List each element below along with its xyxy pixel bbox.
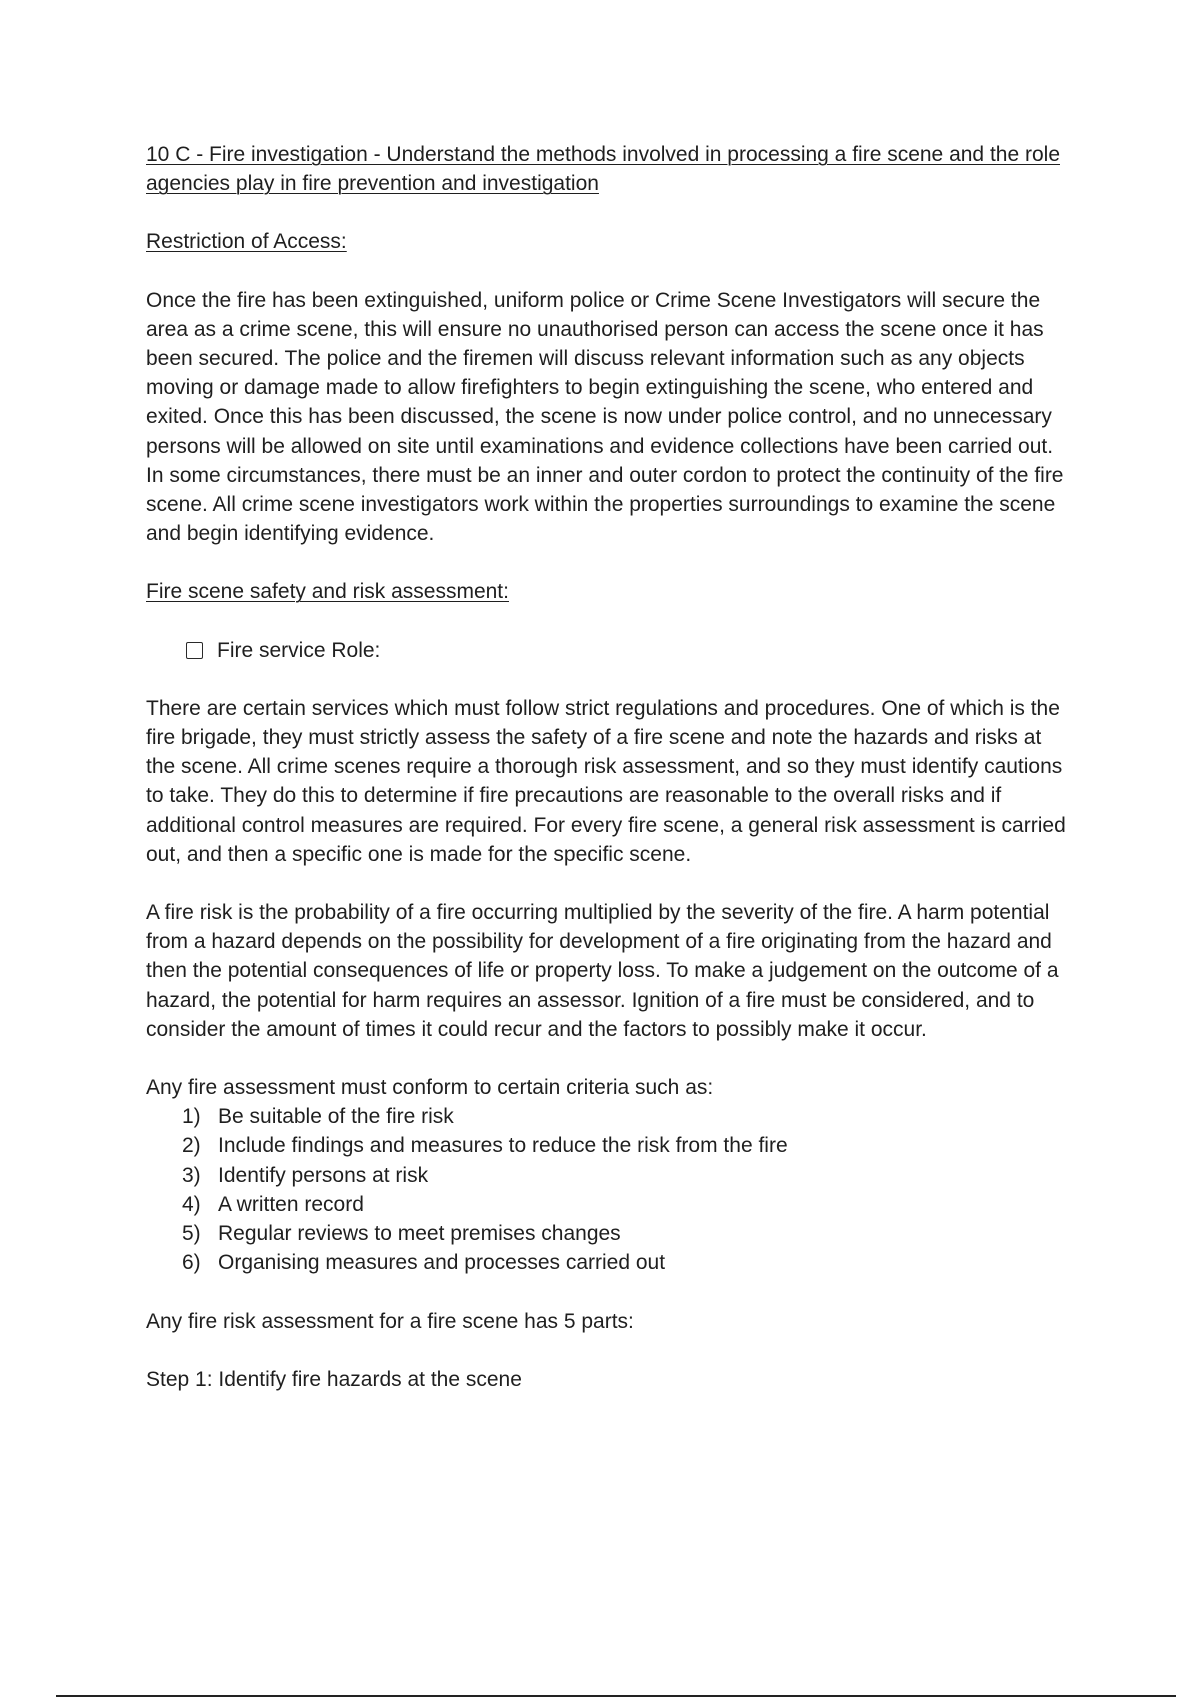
list-item-number: 1) (182, 1105, 201, 1129)
fire-risk-paragraph: A fire risk is the probability of a fire occurring multiplied by the severity of the fire. A harm potential from a hazard depends on the possibility for development of a fire originating from the hazard and then the potential consequences of life or property loss. To make a judgement on the outcome of a hazard, the potential for harm requires an assessor. Ignition of a fire must be considered, and to consider the amount of times it could recur and the factors to possibly make it occur. (146, 901, 1059, 1041)
safety-heading: Fire scene safety and risk assessment: (146, 580, 509, 604)
fire-service-role-checklist-item[interactable] (146, 636, 1076, 665)
list-item-number: 3) (182, 1163, 201, 1187)
list-item-text: Organising measures and processes carried out (218, 1251, 666, 1275)
list-item-text: Identify persons at risk (218, 1163, 429, 1187)
list-item-text: A written record (218, 1192, 364, 1216)
document-page (146, 140, 1076, 1394)
list-item (146, 1248, 1076, 1277)
list-item (146, 1219, 1076, 1248)
criteria-list (146, 1102, 1076, 1277)
list-item-number: 2) (182, 1134, 201, 1158)
fire-service-paragraph: There are certain services which must follow strict regulations and procedures. One of which is the fire brigade, they must strictly assess the safety of a fire scene and note the hazards and risks at the scene. All crime scenes require a thorough risk assessment, and so they must identify cautions to take. They do this to determine if fire precautions are reasonable to the overall risks and if additional control measures are required. For every fire scene, a general risk assessment is carried out, and then a specific one is made for the specific scene. (146, 696, 1066, 866)
list-item (146, 1102, 1076, 1131)
list-item-text: Regular reviews to meet premises changes (218, 1222, 621, 1246)
checkbox-icon[interactable] (186, 642, 203, 659)
list-item-number: 5) (182, 1222, 201, 1246)
list-item-text: Include findings and measures to reduce the risk from the fire (218, 1134, 788, 1158)
criteria-intro: Any fire assessment must conform to certain criteria such as: (146, 1076, 714, 1100)
restriction-heading: Restriction of Access: (146, 230, 347, 254)
list-item-text: Be suitable of the fire risk (218, 1105, 454, 1129)
list-item (146, 1131, 1076, 1160)
list-item (146, 1161, 1076, 1190)
parts-intro: Any fire risk assessment for a fire scene has 5 parts: (146, 1309, 634, 1333)
list-item-number: 6) (182, 1251, 201, 1275)
document-title: 10 C - Fire investigation - Understand the methods involved in processing a fire scene and the role agencies play in fire prevention and investigation (146, 143, 1060, 196)
step-1: Step 1: Identify fire hazards at the scene (146, 1367, 522, 1391)
restriction-body: Once the fire has been extinguished, uniform police or Crime Scene Investigators will secure the area as a crime scene, this will ensure no unauthorised person can access the scene once it has been secured. The police and the firemen will discuss relevant information such as any objects moving or damage made to allow firefighters to begin extinguishing the scene, who entered and exited. Once this has been discussed, the scene is now under police control, and no unnecessary persons will be allowed on site until examinations and evidence collections have been carried out. In some circumstances, there must be an inner and outer cordon to protect the continuity of the fire scene. All crime scene investigators work within the properties surroundings to examine the scene and begin identifying evidence. (146, 288, 1064, 546)
list-item-number: 4) (182, 1192, 201, 1216)
page-bottom-rule (56, 1695, 1176, 1697)
checkbox-label: Fire service Role: (217, 638, 381, 662)
list-item (146, 1190, 1076, 1219)
